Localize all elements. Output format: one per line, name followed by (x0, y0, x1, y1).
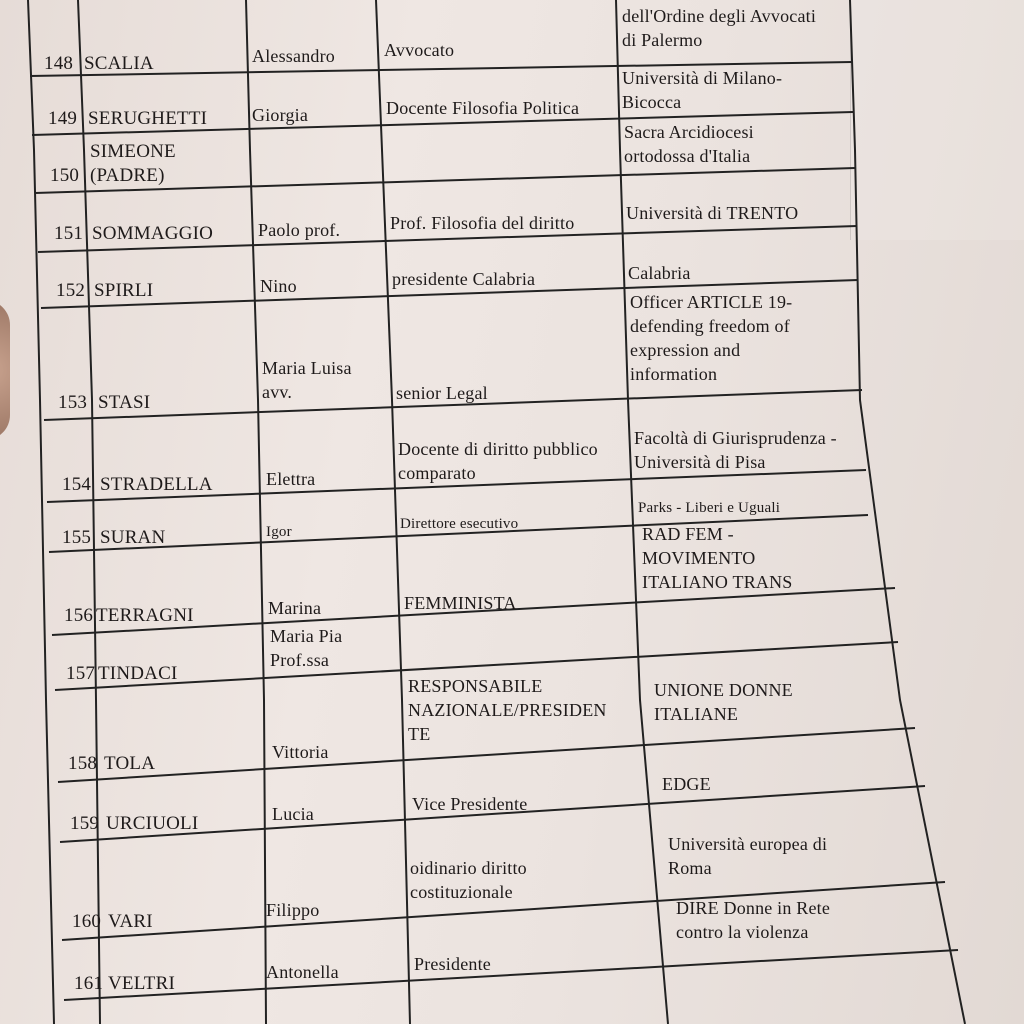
role: RESPONSABILE NAZIONALE/PRESIDEN TE (408, 676, 607, 744)
organization: UNIONE DONNE ITALIANE (654, 680, 793, 724)
surname: TERRAGNI (96, 605, 194, 626)
first-name: Vittoria (272, 742, 329, 762)
surname: SURAN (100, 527, 166, 548)
row-number: 160 (72, 911, 102, 932)
organization: Officer ARTICLE 19- defending freedom of expression and information (630, 292, 793, 384)
col-line-right (850, 0, 965, 1024)
role: Prof. Filosofia del diritto (390, 213, 575, 233)
first-name: Maria Luisa avv. (262, 358, 352, 402)
first-name: Paolo prof. (258, 220, 341, 240)
role: Presidente (414, 954, 491, 974)
organization: Facoltà di Giurisprudenza - Università di Pisa (634, 428, 837, 472)
first-name: Lucia (272, 804, 314, 824)
surname: SIMEONE (PADRE) (90, 141, 176, 186)
role: Vice Presidente (412, 794, 528, 814)
row-number: 155 (62, 527, 92, 548)
first-name: Filippo (266, 900, 320, 920)
col-line-left (28, 0, 54, 1024)
surname: SPIRLI (94, 280, 154, 301)
organization: Università di TRENTO (626, 203, 799, 223)
role: FEMMINISTA (404, 593, 517, 613)
surname: SERUGHETTI (88, 108, 208, 129)
row-number: 149 (48, 108, 78, 129)
surname: VELTRI (108, 973, 175, 994)
surname: STASI (98, 392, 151, 413)
organization: RAD FEM - MOVIMENTO ITALIANO TRANS (642, 524, 793, 592)
role: Docente di diritto pubblico comparato (398, 439, 598, 483)
role: Docente Filosofia Politica (386, 98, 580, 118)
surname: SOMMAGGIO (92, 223, 214, 244)
surname: VARI (108, 911, 153, 932)
row-number: 153 (58, 392, 88, 413)
row-number: 152 (56, 280, 86, 301)
organization: Sacra Arcidiocesi ortodossa d'Italia (624, 122, 754, 166)
row-number: 148 (44, 53, 74, 74)
surname: TINDACI (98, 663, 178, 684)
row-number: 157 (66, 663, 96, 684)
row-number: 158 (68, 753, 98, 774)
surname: TOLA (104, 753, 156, 774)
first-name: Antonella (266, 962, 339, 982)
surname: STRADELLA (100, 474, 213, 495)
organization: Calabria (628, 263, 691, 283)
first-name: Marina (268, 598, 322, 618)
role: presidente Calabria (392, 269, 536, 289)
role: Direttore esecutivo (400, 516, 519, 532)
first-name: Igor (266, 524, 292, 540)
first-name: Giorgia (252, 105, 309, 125)
first-name: Elettra (266, 469, 316, 489)
organization: EDGE (662, 774, 711, 794)
row-number: 154 (62, 474, 92, 495)
row-line (64, 950, 958, 1000)
organization: Università europea di Roma (668, 834, 828, 878)
first-name: Nino (260, 276, 297, 296)
first-name: Alessandro (252, 46, 335, 66)
row-number: 151 (54, 223, 84, 244)
row-number: 161 (74, 973, 104, 994)
row-number: 156 (64, 605, 94, 626)
organization: dell'Ordine degli Avvocati di Palermo (622, 6, 817, 50)
col-line-3 (376, 0, 410, 1024)
organization: Università di Milano- Bicocca (622, 68, 783, 112)
organization: DIRE Donne in Rete contro la violenza (676, 898, 831, 942)
first-name: Maria Pia Prof.ssa (270, 626, 343, 670)
surname: URCIUOLI (106, 813, 199, 834)
row-number: 150 (50, 165, 80, 186)
role: senior Legal (396, 383, 488, 403)
organization: Parks - Liberi e Uguali (638, 500, 781, 516)
surname: SCALIA (84, 53, 154, 74)
role: oidinario diritto costituzionale (410, 858, 527, 902)
row-number: 159 (70, 813, 100, 834)
role: Avvocato (384, 40, 455, 60)
col-line-2 (246, 0, 266, 1024)
